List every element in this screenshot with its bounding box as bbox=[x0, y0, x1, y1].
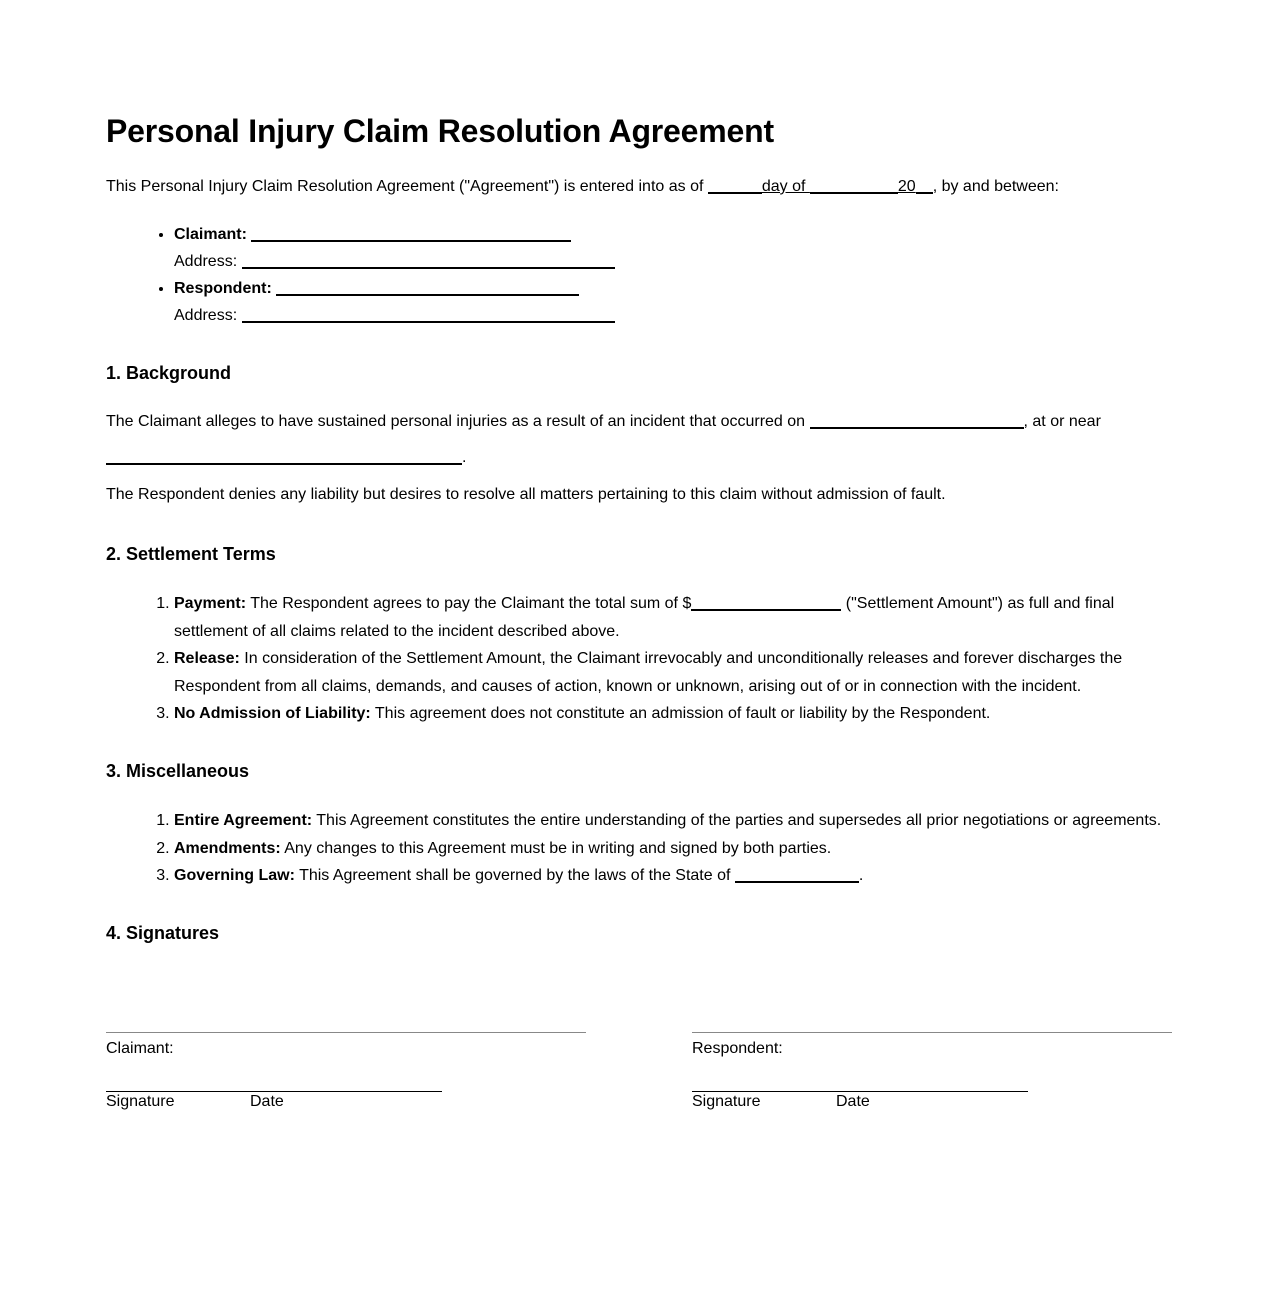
settlement-amount-blank[interactable] bbox=[691, 595, 841, 611]
term-label: Payment: bbox=[174, 595, 247, 612]
signature-labels bbox=[692, 1092, 1172, 1112]
month-blank[interactable] bbox=[810, 178, 898, 194]
intro-paragraph bbox=[106, 177, 1059, 197]
party-respondent bbox=[174, 275, 615, 329]
page-title: Personal Injury Claim Resolution Agreement bbox=[106, 113, 774, 149]
signature-divider bbox=[692, 1032, 1172, 1033]
term-payment bbox=[174, 590, 1174, 645]
term-label: Amendments: bbox=[174, 839, 281, 857]
incident-location-blank[interactable] bbox=[106, 449, 462, 465]
term-label: No Admission of Liability: bbox=[174, 705, 371, 722]
term-text-after: ("Settlement Amount") as full and final settlement of all claims related to the incident described above. bbox=[174, 595, 1115, 640]
day-of-text: day of bbox=[761, 178, 810, 195]
date-label: Date bbox=[250, 1093, 284, 1110]
term-text: The Respondent agrees to pay the Claimant the total sum of $ bbox=[246, 595, 692, 612]
claimant-name-blank[interactable] bbox=[251, 226, 571, 242]
year-blank[interactable] bbox=[916, 178, 933, 194]
term-label: Release: bbox=[174, 650, 240, 667]
term-text: This Agreement constitutes the entire understanding of the parties and supersedes all prior negotiations or agreements. bbox=[312, 812, 1162, 829]
term-text: This agreement does not constitute an admission of fault or liability by the Respondent. bbox=[370, 705, 991, 722]
term-release bbox=[174, 645, 1174, 700]
respondent-address bbox=[174, 302, 615, 329]
respondent-address-blank[interactable] bbox=[242, 307, 615, 323]
signature-label: Signature bbox=[106, 1093, 175, 1110]
intro-text: This Personal Injury Claim Resolution Agreement ("Agreement") is entered into as of bbox=[106, 178, 708, 195]
section-heading-misc: 3. Miscellaneous bbox=[106, 761, 250, 781]
term-text: Any changes to this Agreement must be in writing and signed by both parties. bbox=[280, 839, 832, 857]
respondent-signature-label: Respondent: bbox=[692, 1040, 783, 1057]
section-heading-signatures: 4. Signatures bbox=[106, 923, 220, 943]
claimant-label: Claimant: bbox=[174, 226, 247, 243]
respondent-signature-block bbox=[692, 1032, 1172, 1112]
misc-terms-list bbox=[106, 807, 1254, 890]
parties-list bbox=[106, 221, 615, 329]
state-blank[interactable] bbox=[735, 867, 859, 883]
claimant-signature-label: Claimant: bbox=[106, 1040, 174, 1057]
address-label: Address: bbox=[174, 307, 238, 324]
incident-date-blank[interactable] bbox=[810, 413, 1024, 429]
background-text-middle: , at or near bbox=[1023, 413, 1101, 430]
background-paragraph-2: The Respondent denies any liability but desires to resolve all matters pertaining to this claim without admission of fault. bbox=[106, 486, 946, 503]
term-entire-agreement bbox=[174, 807, 1254, 835]
section-heading-background: 1. Background bbox=[106, 363, 232, 383]
signature-labels bbox=[106, 1092, 586, 1112]
term-text: This Agreement shall be governed by the laws of the State of bbox=[294, 867, 735, 884]
party-claimant bbox=[174, 221, 615, 275]
address-label: Address: bbox=[174, 253, 238, 270]
background-paragraph-1 bbox=[106, 404, 1166, 476]
term-text: In consideration of the Settlement Amount, the Claimant irrevocably and unconditionally releases and forever discharges the Respondent from all claims, demands, and causes of action, known or unknown, arising out of or in connection with the incident. bbox=[174, 650, 1123, 695]
year-prefix: 20 bbox=[897, 178, 916, 195]
term-no-admission bbox=[174, 700, 1174, 728]
respondent-name-blank[interactable] bbox=[276, 280, 579, 296]
settlement-terms-list bbox=[106, 590, 1174, 728]
claimant-address bbox=[174, 248, 615, 275]
background-text: The Claimant alleges to have sustained personal injuries as a result of an incident that occurred on bbox=[106, 413, 810, 430]
day-blank[interactable] bbox=[708, 178, 762, 194]
claimant-address-blank[interactable] bbox=[242, 253, 615, 269]
period: . bbox=[462, 449, 467, 466]
term-label: Governing Law: bbox=[174, 867, 295, 884]
intro-text-end: , by and between: bbox=[932, 178, 1059, 195]
signature-divider bbox=[106, 1032, 586, 1033]
term-amendments bbox=[174, 835, 1254, 863]
claimant-signature-block bbox=[106, 1032, 586, 1112]
period: . bbox=[858, 867, 864, 884]
respondent-label: Respondent: bbox=[174, 280, 272, 297]
term-label: Entire Agreement: bbox=[174, 812, 313, 829]
term-governing-law bbox=[174, 862, 1254, 890]
date-label: Date bbox=[836, 1093, 870, 1110]
section-heading-settlement: 2. Settlement Terms bbox=[106, 544, 276, 564]
signature-label: Signature bbox=[692, 1093, 761, 1110]
